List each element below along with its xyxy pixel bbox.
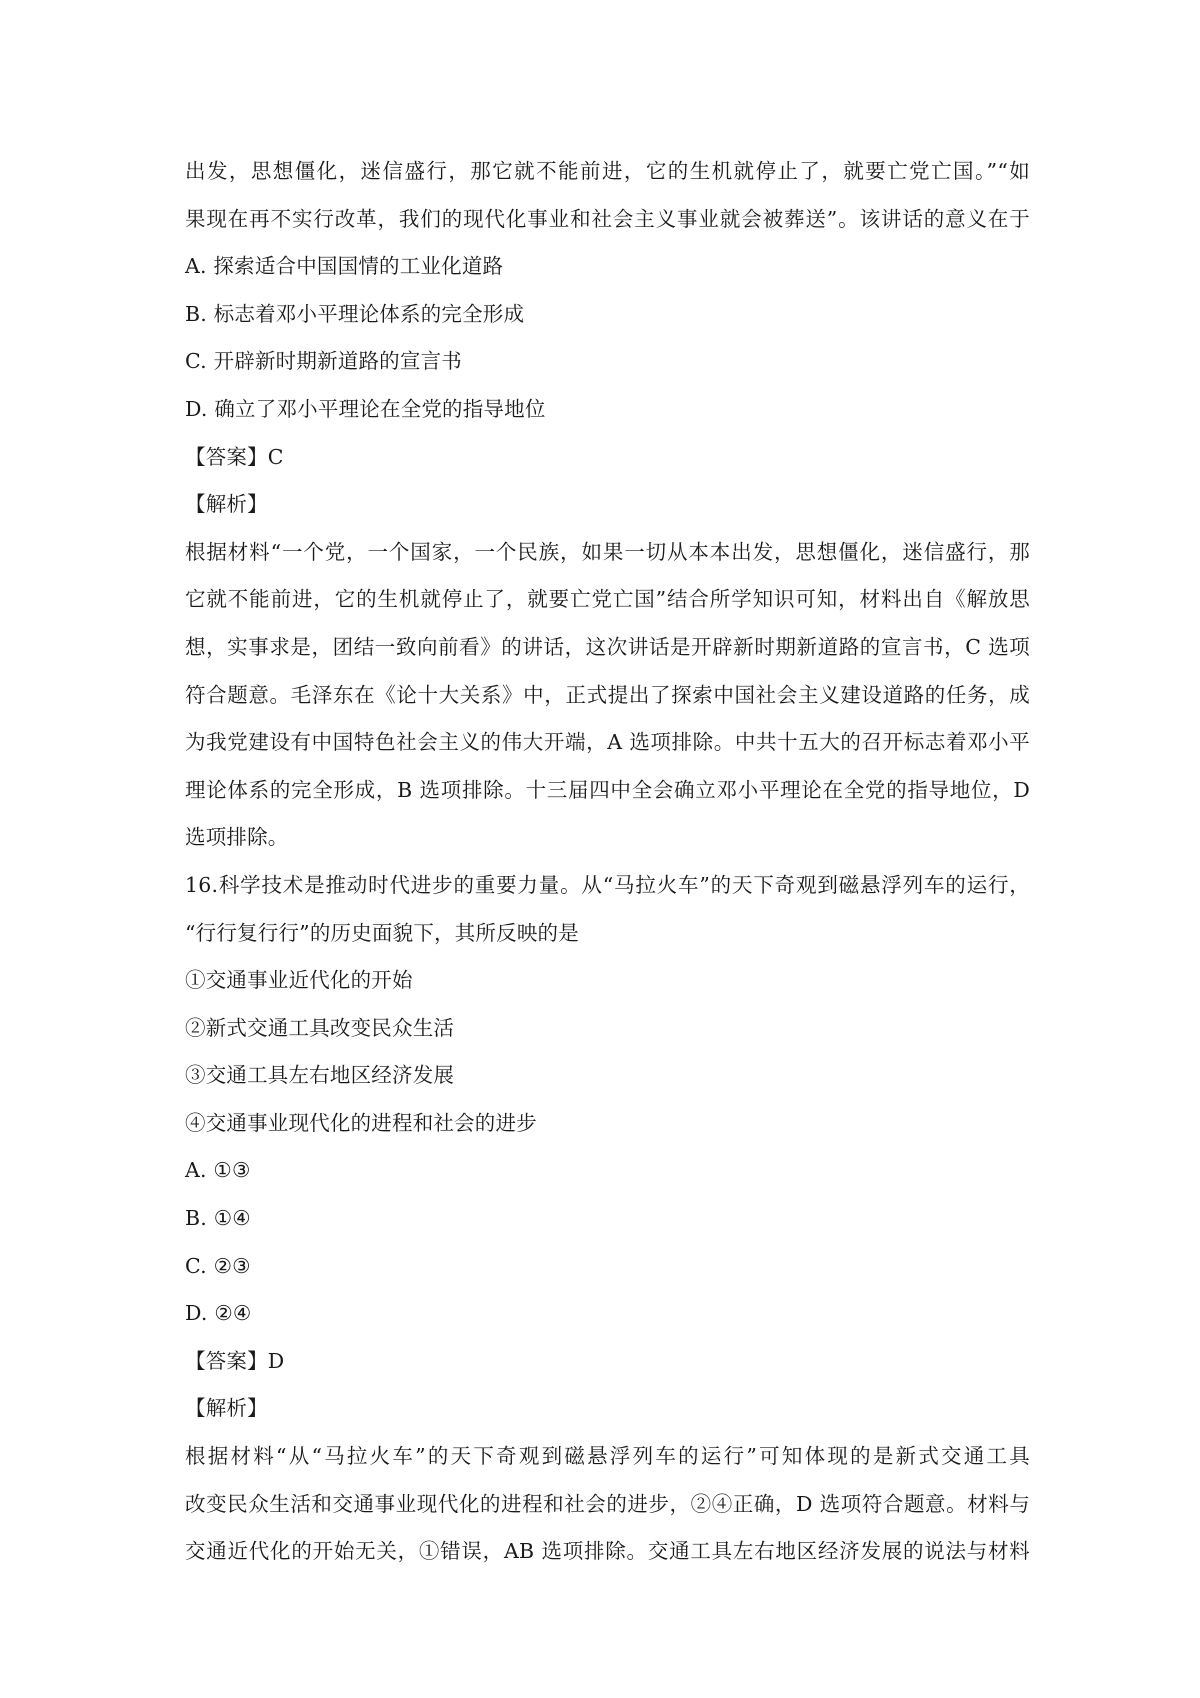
analysis-line: 交通近代化的开始无关，①错误，AB 选项排除。交通工具左右地区经济发展的说法与材料	[185, 1539, 1030, 1564]
answer-label: 【答案】C	[185, 444, 284, 469]
option-b: B. ①④	[185, 1206, 251, 1231]
question-16-stem: “行行复行行”的历史面貌下，其所反映的是	[185, 920, 579, 945]
text-line: 出发，思想僵化，迷信盛行，那它就不能前进，它的生机就停止了，就要亡党亡国。”“如	[185, 159, 1030, 183]
option-b: B. 标志着邓小平理论体系的完全形成	[185, 301, 525, 326]
analysis-line: 根据材料“一个党，一个国家，一个民族，如果一切从本本出发，思想僵化，迷信盛行，那	[185, 539, 1030, 564]
document-body	[185, 148, 1030, 1576]
question-stem-line: 果现在再不实行改革，我们的现代化事业和社会主义事业就会被葬送”。该讲话的意义在于	[185, 206, 1030, 231]
analysis-line: 想，实事求是，团结一致向前看》的讲话，这次讲话是开辟新时期新道路的宣言书，C 选项	[185, 634, 1030, 659]
answer-label: 【答案】D	[185, 1348, 285, 1373]
statement-2: ②新式交通工具改变民众生活	[185, 1015, 455, 1040]
option-a: A. ①③	[185, 1158, 251, 1183]
analysis-line: 为我党建设有中国特色社会主义的伟大开端，A 选项排除。中共十五大的召开标志着邓小平	[185, 730, 1030, 755]
statement-3: ③交通工具左右地区经济发展	[185, 1063, 455, 1088]
option-d: D. 确立了邓小平理论在全党的指导地位	[185, 396, 546, 421]
analysis-heading: 【解析】	[185, 1396, 268, 1421]
analysis-line: 它就不能前进，它的生机就停止了，就要亡党亡国”结合所学知识可知，材料出自《解放思	[185, 587, 1030, 612]
option-c: C. ②③	[185, 1253, 251, 1278]
statement-1: ①交通事业近代化的开始	[185, 968, 413, 993]
analysis-heading: 【解析】	[185, 492, 268, 517]
option-c: C. 开辟新时期新道路的宣言书	[185, 349, 462, 374]
analysis-line: 改变民众生活和交通事业现代化的进程和社会的进步，②④正确，D 选项符合题意。材料与	[185, 1491, 1030, 1516]
analysis-line: 符合题意。毛泽东在《论十大关系》中，正式提出了探索中国社会主义建设道路的任务，成	[185, 682, 1030, 707]
option-a: A. 探索适合中国国情的工业化道路	[185, 254, 504, 279]
analysis-line: 理论体系的完全形成，B 选项排除。十三届四中全会确立邓小平理论在全党的指导地位，D	[185, 777, 1030, 802]
option-d: D. ②④	[185, 1301, 252, 1326]
statement-4: ④交通事业现代化的进程和社会的进步	[185, 1110, 537, 1135]
question-16-stem: 16.科学技术是推动时代进步的重要力量。从“马拉火车”的天下奇观到磁悬浮列车的运行，	[185, 872, 1030, 897]
analysis-line: 根据材料“从“马拉火车”的天下奇观到磁悬浮列车的运行”可知体现的是新式交通工具	[185, 1444, 1030, 1469]
analysis-line: 选项排除。	[185, 825, 289, 850]
